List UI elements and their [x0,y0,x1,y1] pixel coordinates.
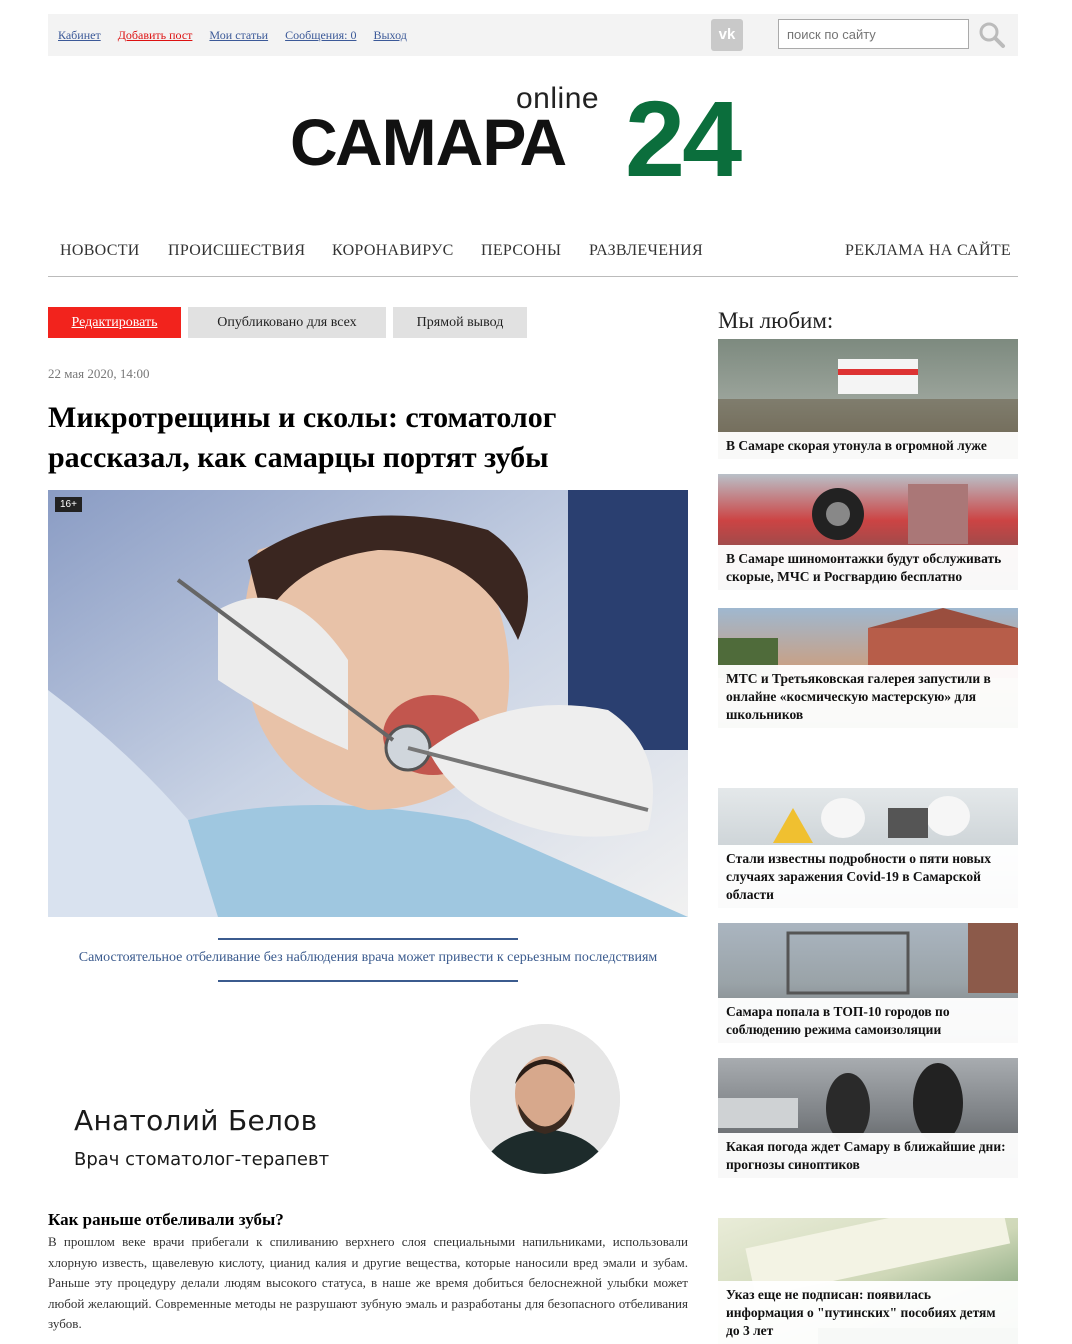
edit-button[interactable]: Редактировать [48,307,181,338]
logo-online: online [516,82,600,115]
site-logo[interactable] [290,78,770,199]
expert-name: Анатолий Белов [74,1104,318,1137]
sidebar-card-4[interactable] [718,788,1018,908]
sidebar-card-2[interactable] [718,474,1018,590]
top-bar [48,14,1018,56]
sidebar-card-5[interactable] [718,923,1018,1043]
caption-text: Самостоятельное отбеливание без наблюдения врача может привести к серьезным последствиям [78,950,658,965]
section-heading: Как раньше отбеливали зубы? [48,1210,284,1229]
nav-item-incidents[interactable]: ПРОИСШЕСТВИЯ [168,242,306,259]
article-photo [48,490,688,917]
card-title: В Самаре скорая утонула в огромной луже [718,432,1018,459]
main-nav [48,236,1018,277]
logo-word: САМАРА [290,105,567,179]
card-title: МТС и Третьяковская галерея запустили в онлайне «космическую мастерскую» для школьников [718,665,1018,728]
link-my-articles[interactable]: Мои статьи [209,28,269,42]
card-title: Какая погода ждет Самару в ближайшие дни: прогнозы синоптиков [718,1133,1018,1178]
published-button[interactable]: Опубликовано для всех [188,307,386,338]
link-logout[interactable]: Выход [373,28,407,42]
card-title: Указ еще не подписан: появилась информация о "путинских" пособиях детям до 3 лет [718,1281,1018,1344]
dentist-illustration [48,490,688,917]
nav-item-coronavirus[interactable]: КОРОНАВИРУС [332,242,454,259]
card-title: В Самаре шиномонтажки будут обслуживать скорые, МЧС и Росгвардию бесплатно [718,545,1018,590]
nav-item-entertainment[interactable]: РАЗВЛЕЧЕНИЯ [589,242,703,259]
logo-number: 24 [625,78,740,199]
caption-divider-top [218,938,518,940]
age-badge: 16+ [55,497,82,512]
article-paragraph: В прошлом веке врачи прибегали к спиливанию верхнего слоя специальными напильниками, использовали хлорную известь, щавелевую кислоту, цианид калия и другие вещества, которые наносили вред эмали и зубам. Раньше эту процедуру делали людям высокого статуса, в наше же время добиться белоснежной улыбки может любой желающий. Современные методы не разрушают зубную эмаль и разработаны для безопасного отбеливания зубов. [48,1234,688,1331]
nav-item-ads[interactable]: РЕКЛАМА НА САЙТЕ [845,242,1011,259]
vk-icon[interactable]: vk [711,19,743,51]
nav-item-news[interactable]: НОВОСТИ [60,242,140,259]
user-links [58,28,421,43]
sidebar-card-1[interactable] [718,339,1018,459]
card-title: Стали известны подробности о пяти новых случаях заражения Covid-19 в Самарской области [718,845,1018,908]
sidebar-title: Мы любим: [718,308,834,333]
search-input[interactable] [778,19,969,49]
avatar [470,1024,620,1174]
expert-block [48,1022,688,1192]
search-icon[interactable] [978,21,1006,49]
sidebar-card-7[interactable] [718,1218,1018,1344]
link-cabinet[interactable]: Кабинет [58,28,101,42]
direct-output-button[interactable]: Прямой вывод [393,307,527,338]
article-title: Микротрещины и сколы: стоматолог рассказал, как самарцы портят зубы [48,401,557,474]
link-messages[interactable]: Сообщения: 0 [285,28,357,42]
expert-role: Врач стоматолог-терапевт [74,1149,330,1170]
nav-item-persons[interactable]: ПЕРСОНЫ [481,242,562,259]
photo-caption [48,938,688,982]
sidebar-card-3[interactable] [718,608,1018,728]
card-title: Самара попала в ТОП-10 городов по соблюдению режима самоизоляции [718,998,1018,1043]
sidebar-card-6[interactable] [718,1058,1018,1178]
caption-divider-bottom [218,980,518,982]
link-add-post[interactable]: Добавить пост [117,28,193,42]
article-date: 22 мая 2020, 14:00 [48,366,150,381]
